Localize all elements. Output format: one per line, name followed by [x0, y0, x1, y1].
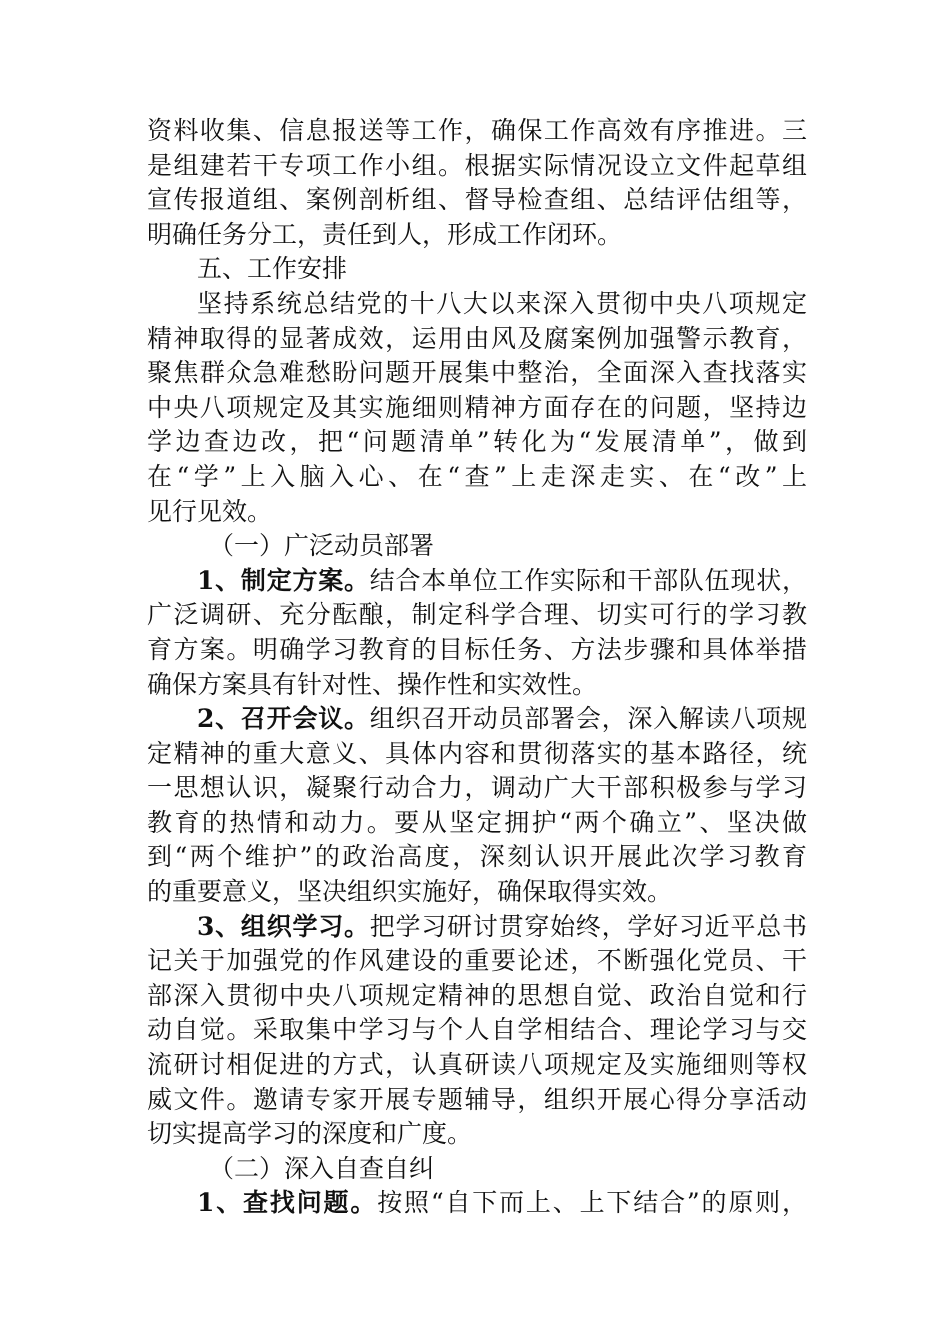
paragraph-line: 见行见效。: [147, 496, 273, 526]
paragraph-line: 资料收集、信息报送等工作，确保工作高效有序推进。三: [147, 116, 807, 145]
paragraph-line: 教育的热情和动力。要从坚定拥护“两个确立”、坚决做: [147, 807, 807, 837]
paragraph-line: 定精神的重大意义、具体内容和贯彻落实的基本路径，统: [147, 738, 807, 768]
paragraph-line: 宣传报道组、案例剖析组、督导检查组、总结评估组等，: [147, 185, 807, 215]
item-text: 组织召开动员部署会，深入解读八项规: [369, 704, 807, 734]
paragraph-line: 流研讨相促进的方式，认真研读八项规定及实施细则等权: [147, 1050, 807, 1080]
paragraph-line: 广泛调研、充分酝酿，制定科学合理、切实可行的学习教: [147, 600, 807, 630]
paragraph-line: 中央八项规定及其实施细则精神方面存在的问题，坚持边: [147, 392, 807, 422]
item-text: 按照“自下而上、上下结合”的原则，: [377, 1188, 807, 1218]
paragraph-line: 明确任务分工，责任到人，形成工作闭环。: [147, 219, 623, 249]
item-title: 1、查找问题。: [197, 1188, 378, 1218]
paragraph-line: 在“学”上入脑入心、在“查”上走深走实、在“改”上: [147, 461, 807, 491]
item-first-line: [147, 702, 807, 737]
paragraph-line: 动自觉。采取集中学习与个人自学相结合、理论学习与交: [147, 1015, 807, 1045]
paragraph-line: 学边查边改，把“问题清单”转化为“发展清单”，做到: [147, 427, 807, 457]
item-title: 2、召开会议。: [197, 704, 370, 734]
item-text: 把学习研讨贯穿始终，学好习近平总书: [369, 911, 807, 941]
paragraph-line: 到“两个维护”的政治高度，深刻认识开展此次学习教育: [147, 842, 807, 872]
subsection-heading: （一）广泛动员部署: [209, 531, 435, 561]
paragraph-line: 记关于加强党的作风建设的重要论述，不断强化党员、干: [147, 946, 807, 976]
item-first-line: [147, 910, 807, 945]
paragraph-line: 育方案。明确学习教育的目标任务、方法步骤和具体举措: [147, 634, 807, 664]
document-body: [147, 114, 807, 1221]
paragraph-line: 是组建若干专项工作小组。根据实际情况设立文件起草组: [147, 150, 807, 180]
paragraph-line: 坚持系统总结党的十八大以来深入贯彻中央八项规定: [197, 288, 807, 318]
subsection-heading: （二）深入自查自纠: [209, 1153, 435, 1183]
item-title: 3、组织学习。: [197, 911, 370, 941]
paragraph-line: 切实提高学习的深度和广度。: [147, 1119, 473, 1149]
item-first-line: [147, 1186, 807, 1221]
section-heading: 五、工作安排: [197, 254, 348, 284]
paragraph-line: 部深入贯彻中央八项规定精神的思想自觉、政治自觉和行: [147, 980, 807, 1010]
item-title: 1、制定方案。: [197, 565, 370, 595]
paragraph-line: 确保方案具有针对性、操作性和实效性。: [147, 669, 598, 699]
paragraph-line: 威文件。邀请专家开展专题辅导，组织开展心得分享活动: [147, 1084, 807, 1114]
paragraph-line: 一思想认识，凝聚行动合力，调动广大干部积极参与学习: [147, 773, 807, 803]
paragraph-line: 精神取得的显著成效，运用由风及腐案例加强警示教育，: [147, 323, 807, 353]
paragraph-line: 聚焦群众急难愁盼问题开展集中整治，全面深入查找落实: [147, 358, 807, 388]
item-text: 结合本单位工作实际和干部队伍现状，: [369, 565, 807, 595]
paragraph-line: 的重要意义，坚决组织实施好，确保取得实效。: [147, 877, 673, 907]
item-first-line: [147, 564, 807, 599]
